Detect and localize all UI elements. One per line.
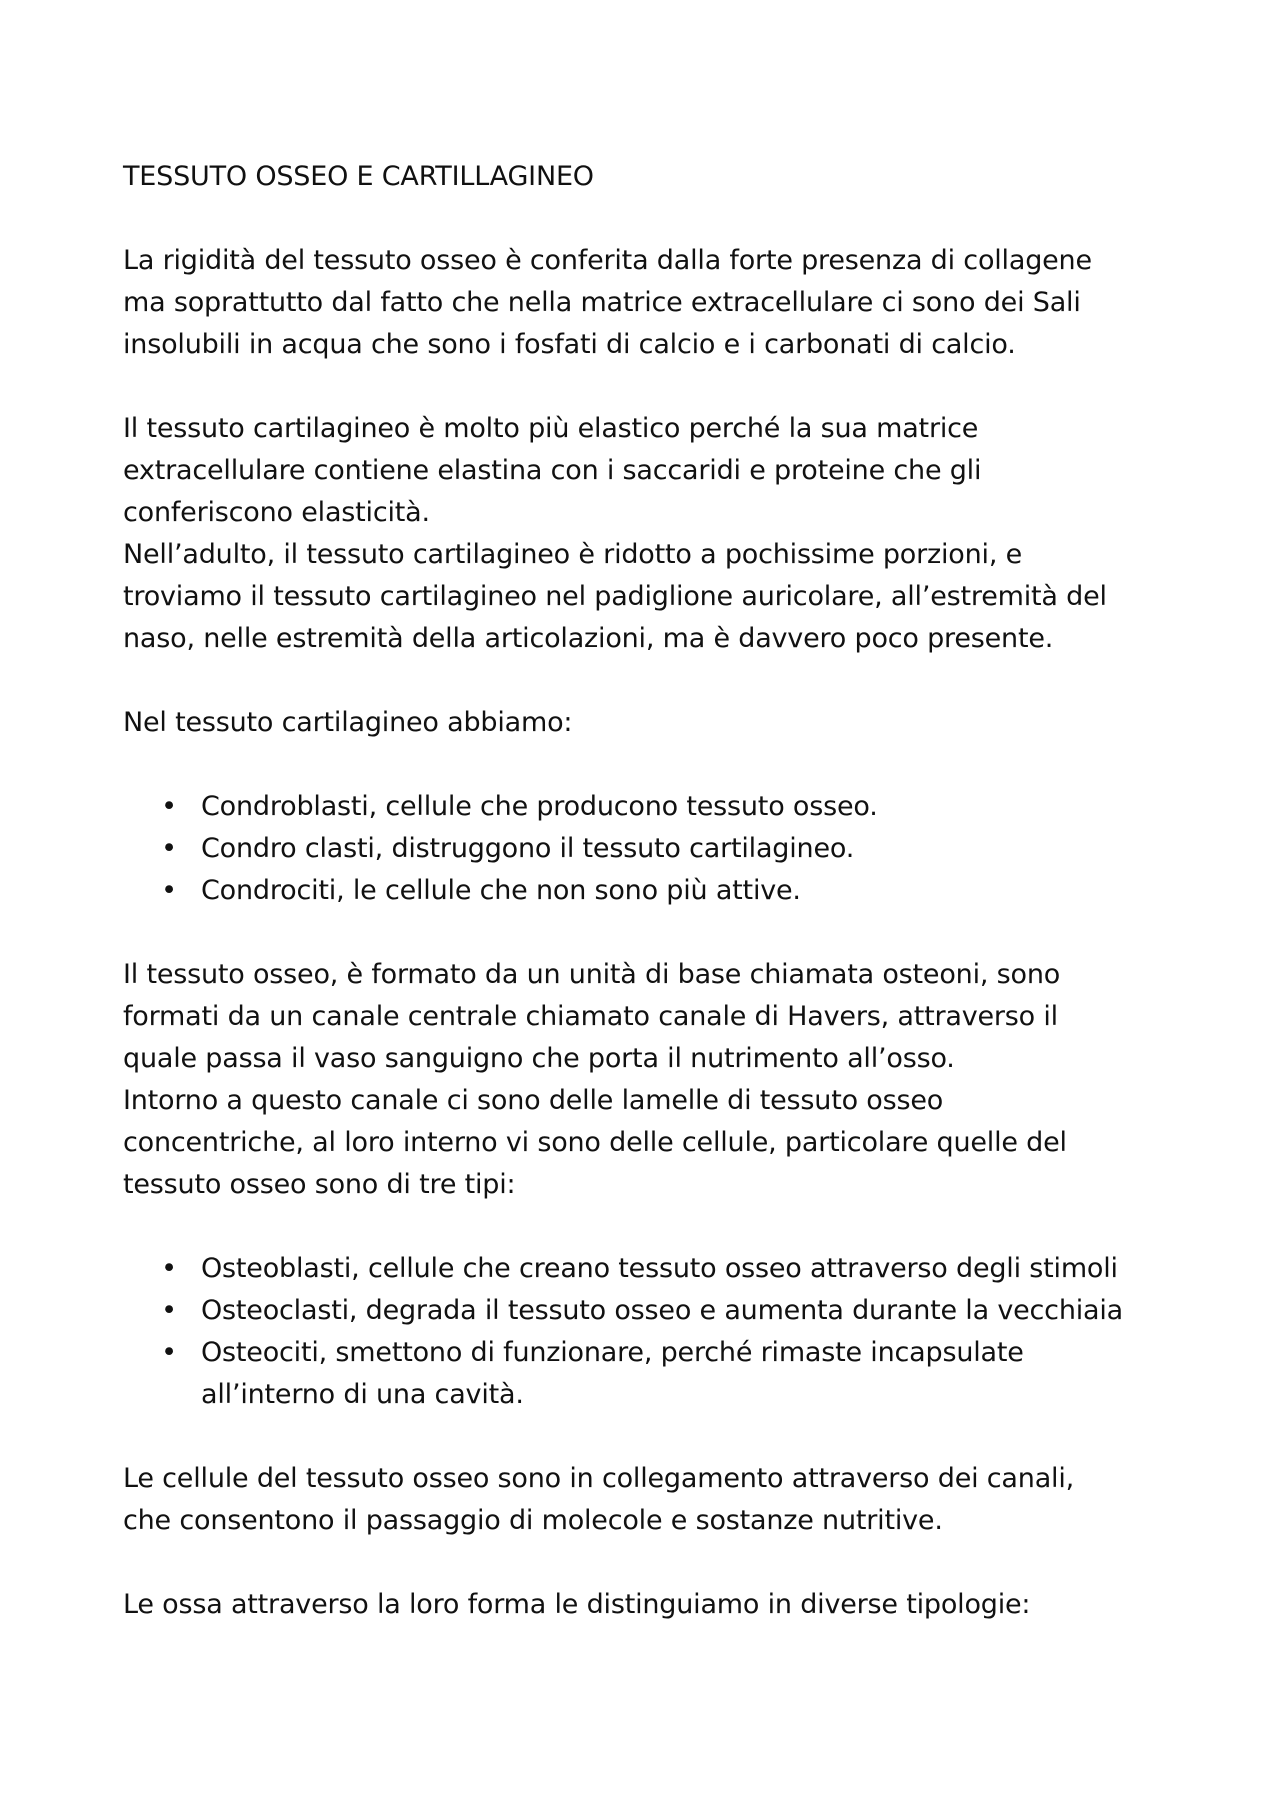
text-line: Le ossa attraverso la loro forma le distinguiamo in diverse tipologie: xyxy=(123,1589,1031,1620)
paragraph-adult xyxy=(123,534,1173,660)
text-line: Osteociti, smettono di funzionare, perché rimaste incapsulate xyxy=(201,1337,1024,1368)
text-line: Condroblasti, cellule che producono tessuto osseo. xyxy=(201,791,878,822)
list-item xyxy=(123,1248,1173,1290)
text-line: ma soprattutto dal fatto che nella matrice extracellulare ci sono dei Sali xyxy=(123,287,1081,318)
paragraph-osteon xyxy=(123,954,1173,1080)
bullet-icon: • xyxy=(161,875,177,906)
text-line: all’interno di una cavità. xyxy=(201,1379,524,1410)
text-line: Nell’adulto, il tessuto cartilagineo è ridotto a pochissime porzioni, e xyxy=(123,539,1023,570)
text-line: insolubili in acqua che sono i fosfati di calcio e i carbonati di calcio. xyxy=(123,329,1016,360)
text-line: quale passa il vaso sanguigno che porta il nutrimento all’osso. xyxy=(123,1043,955,1074)
bullet-icon: • xyxy=(161,1253,177,1284)
text-line: naso, nelle estremità della articolazioni, ma è davvero poco presente. xyxy=(123,623,1054,654)
document-title: TESSUTO OSSEO E CARTILLAGINEO xyxy=(123,161,594,192)
text-line: Le cellule del tessuto osseo sono in collegamento attraverso dei canali, xyxy=(123,1463,1075,1494)
text-line: Intorno a questo canale ci sono delle lamelle di tessuto osseo xyxy=(123,1085,944,1116)
paragraph-lamellae xyxy=(123,1080,1173,1206)
cartilage-intro xyxy=(123,702,1173,744)
text-line: formati da un canale centrale chiamato canale di Havers, attraverso il xyxy=(123,1001,1058,1032)
document-page xyxy=(123,156,1173,1626)
cartilage-cells-list xyxy=(123,786,1173,912)
text-line: Osteoclasti, degrada il tessuto osseo e aumenta durante la vecchiaia xyxy=(201,1295,1124,1326)
bullet-icon: • xyxy=(161,1295,177,1326)
text-line: La rigidità del tessuto osseo è conferita dalla forte presenza di collagene xyxy=(123,245,1092,276)
text-line: che consentono il passaggio di molecole e sostanze nutritive. xyxy=(123,1505,943,1536)
text-line: conferiscono elasticità. xyxy=(123,497,430,528)
bullet-icon: • xyxy=(161,791,177,822)
text-line: troviamo il tessuto cartilagineo nel padiglione auricolare, all’estremità del xyxy=(123,581,1107,612)
bone-cells-list xyxy=(123,1248,1173,1416)
text-line: extracellulare contiene elastina con i saccaridi e proteine che gli xyxy=(123,455,982,486)
paragraph-rigidity xyxy=(123,240,1173,366)
list-item xyxy=(123,786,1173,828)
list-item xyxy=(123,1332,1173,1416)
list-item xyxy=(123,1290,1173,1332)
paragraph-types xyxy=(123,1584,1173,1626)
paragraph-cartilage xyxy=(123,408,1173,534)
text-line: Nel tessuto cartilagineo abbiamo: xyxy=(123,707,573,738)
paragraph-connections xyxy=(123,1458,1173,1542)
text-line: Osteoblasti, cellule che creano tessuto osseo attraverso degli stimoli xyxy=(201,1253,1118,1284)
text-line: concentriche, al loro interno vi sono delle cellule, particolare quelle del xyxy=(123,1127,1067,1158)
text-line: Condro clasti, distruggono il tessuto cartilagineo. xyxy=(201,833,855,864)
text-line: Il tessuto cartilagineo è molto più elastico perché la sua matrice xyxy=(123,413,979,444)
text-line: tessuto osseo sono di tre tipi: xyxy=(123,1169,516,1200)
bullet-icon: • xyxy=(161,833,177,864)
text-line: Il tessuto osseo, è formato da un unità di base chiamata osteoni, sono xyxy=(123,959,1061,990)
bullet-icon: • xyxy=(161,1337,177,1368)
text-line: Condrociti, le cellule che non sono più attive. xyxy=(201,875,801,906)
list-item xyxy=(123,870,1173,912)
list-item xyxy=(123,828,1173,870)
